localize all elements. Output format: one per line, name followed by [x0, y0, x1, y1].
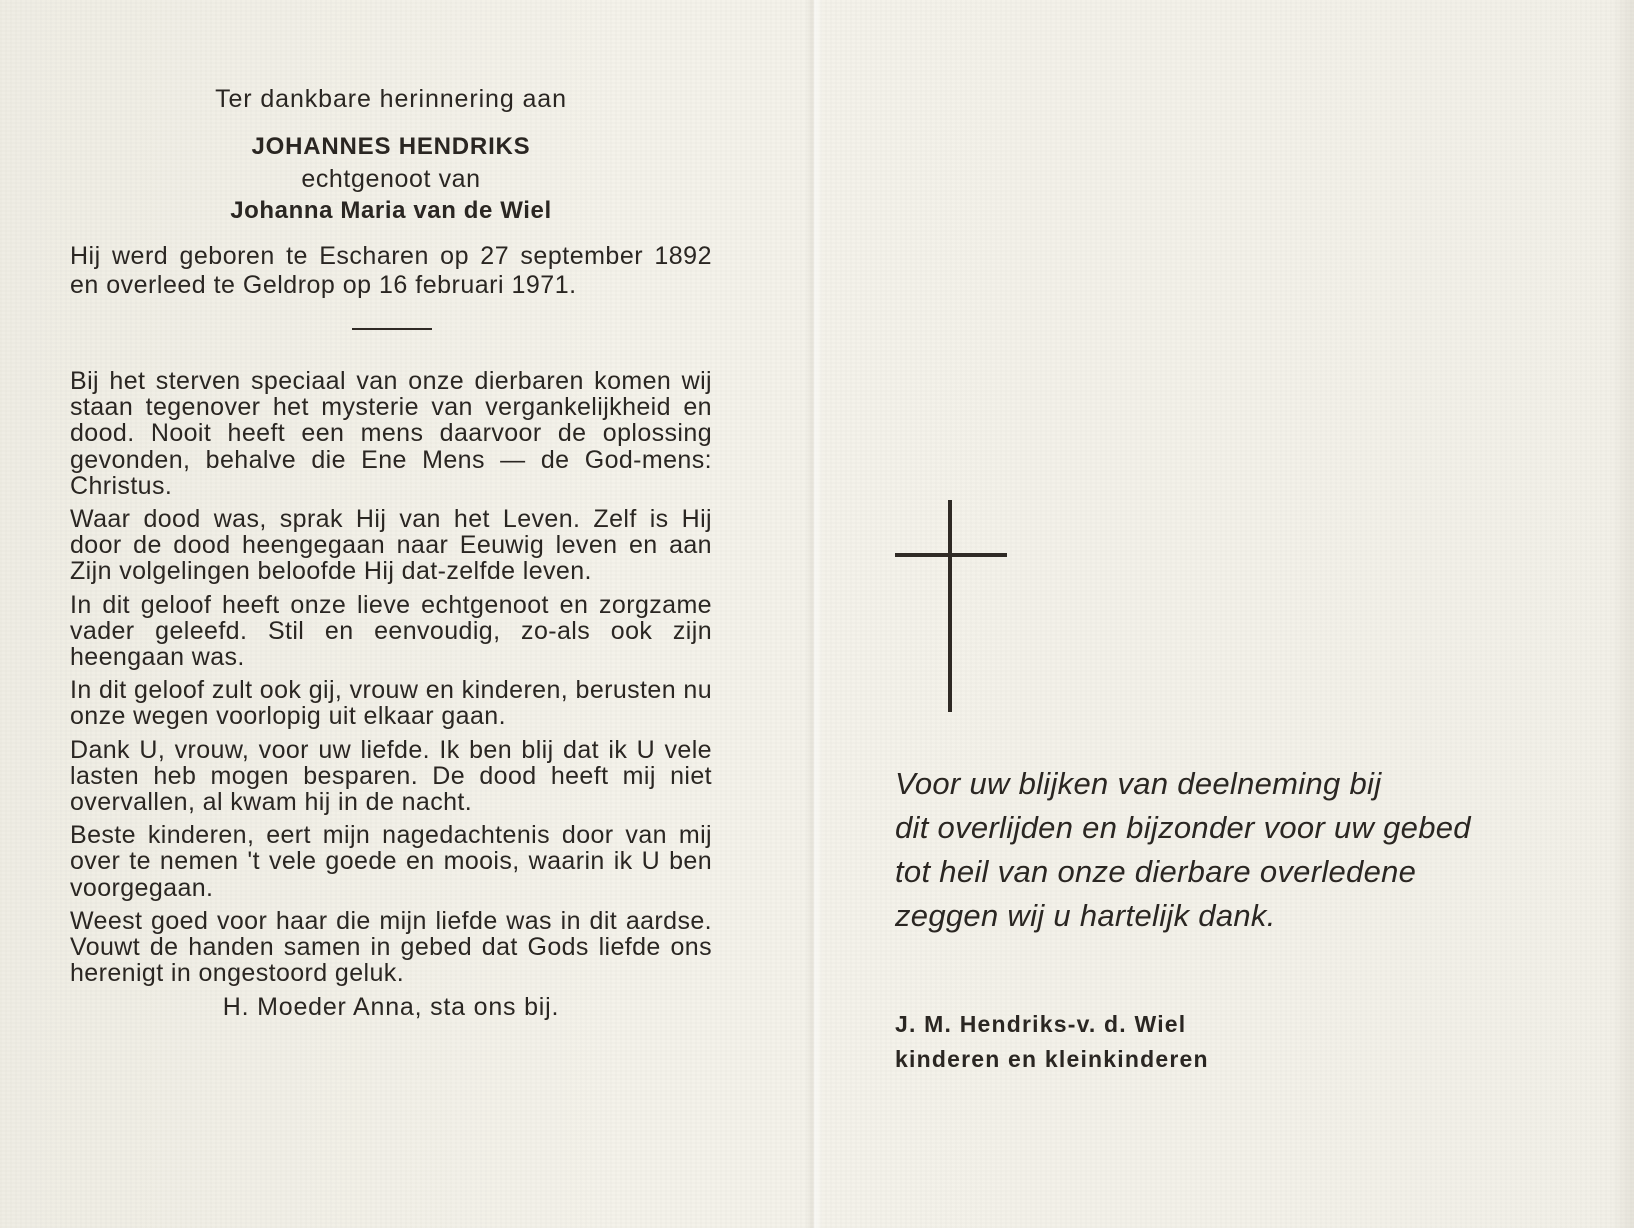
paragraph: In dit geloof zult ook gij, vrouw en kinderen, berusten nu onze wegen voorlopig uit elkaar gaan.: [70, 676, 712, 731]
deceased-name: JOHANNES HENDRIKS: [251, 133, 531, 160]
cross-icon: [895, 500, 1007, 712]
paragraph: Weest goed voor haar die mijn liefde was in dit aardse. Vouwt de handen samen in gebed dat Gods liefde ons herenigt in ongestoord geluk.: [70, 906, 712, 988]
left-panel: [70, 86, 712, 1020]
spouse-label: echtgenoot van: [301, 165, 481, 193]
cross-vertical-bar: [948, 500, 952, 712]
thanks-message: [895, 762, 1555, 938]
paragraph: Waar dood was, sprak Hij van het Leven. Zelf is Hij door de dood heengegaan naar Eeuwig leven en aan Zijn volgelingen beloofde Hij dat-zelfde leven.: [70, 505, 712, 586]
paragraph: Bij het sterven speciaal van onze dierbaren komen wij staan tegenover het mysterie van vergankelijkheid en dood. Nooit heeft een mens daarvoor de oplossing gevonden, behalve die Ene Mens — de God-mens: Christus.: [70, 367, 712, 500]
family-signature: [895, 1007, 1209, 1077]
divider-rule: [352, 328, 432, 330]
paragraph: In dit geloof heeft onze lieve echtgenoot en zorgzame vader geleefd. Stil en eenvoudig, zo-als ook zijn heengaan was.: [70, 590, 712, 672]
card-edge-shadow: [1612, 0, 1634, 1228]
signature-line: J. M. Hendriks-v. d. Wiel: [895, 1011, 1187, 1037]
intro-text: Ter dankbare herinnering aan: [215, 85, 567, 113]
paragraph: Dank U, vrouw, voor uw liefde. Ik ben blij dat ik U vele lasten heb mogen besparen. De dood heeft mij niet overvallen, al kwam hij in de nacht.: [70, 735, 712, 817]
closing-prayer: H. Moeder Anna, sta ons bij.: [222, 993, 560, 1022]
thanks-line: Voor uw blijken van deelneming bij: [895, 766, 1382, 801]
cross-horizontal-bar: [895, 553, 1007, 557]
paragraph: Beste kinderen, eert mijn nagedachtenis door van mij over te nemen 't vele goede en moois, waarin ik U ben voorgegaan.: [70, 821, 712, 902]
thanks-line: zeggen wij u hartelijk dank.: [895, 898, 1276, 933]
birth-death-text: Hij werd geboren te Escharen op 27 september 1892 en overleed te Geldrop op 16 februari 1971.: [70, 242, 712, 299]
signature-line: kinderen en kleinkinderen: [895, 1046, 1209, 1072]
thanks-line: dit overlijden en bijzonder voor uw gebed: [895, 810, 1471, 845]
spouse-name: Johanna Maria van de Wiel: [230, 197, 552, 224]
card-fold: [805, 0, 823, 1228]
thanks-line: tot heil van onze dierbare overledene: [895, 854, 1417, 889]
paragraphs: [70, 368, 712, 986]
